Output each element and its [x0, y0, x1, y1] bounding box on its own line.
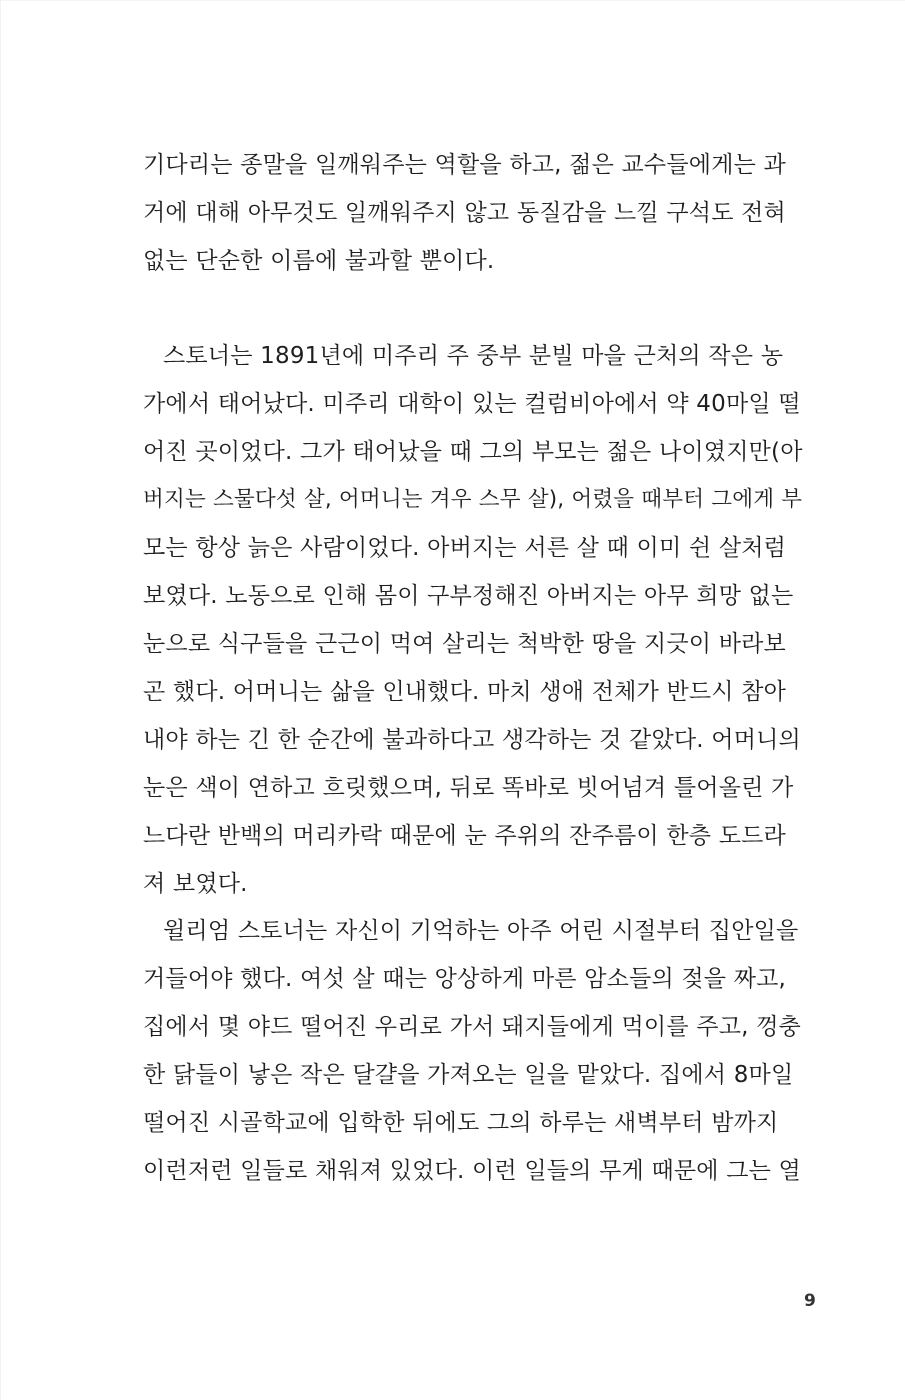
paragraph-3: [143, 907, 801, 1195]
paragraph-2: [143, 332, 803, 908]
text-line: 윌리엄 스토너는 자신이 기억하는 아주 어린 시절부터 집안일을: [163, 918, 799, 944]
text-line: 내야 하는 긴 한 순간에 불과하다고 생각하는 것 같았다. 어머니의: [143, 727, 801, 753]
page-number: 9: [804, 1291, 816, 1311]
text-line: 눈으로 식구들을 근근이 먹여 살리는 척박한 땅을 지긋이 바라보: [143, 631, 786, 657]
text-line: 어진 곳이었다. 그가 태어났을 때 그의 부모는 젊은 나이였지만(아: [143, 439, 803, 465]
text-line: 거에 대해 아무것도 일깨워주지 않고 동질감을 느낄 구석도 전혀: [143, 200, 786, 226]
text-line: 눈은 색이 연하고 흐릿했으며, 뒤로 똑바로 빗어넘겨 틀어올린 가: [143, 775, 794, 801]
text-line: 가에서 태어났다. 미주리 대학이 있는 컬럼비아에서 약 40마일 떨: [143, 391, 801, 417]
text-line: 모는 항상 늙은 사람이었다. 아버지는 서른 살 때 이미 쉰 살처럼: [143, 535, 787, 561]
text-line: 없는 단순한 이름에 불과할 뿐이다.: [143, 248, 495, 274]
text-line: 기다리는 종말을 일깨워주는 역할을 하고, 젊은 교수들에게는 과: [143, 152, 786, 178]
paragraph-1: [143, 141, 786, 285]
text-line: 집에서 몇 야드 떨어진 우리로 가서 돼지들에게 먹이를 주고, 껑충: [143, 1014, 801, 1040]
text-line: 느다란 반백의 머리카락 때문에 눈 주위의 잔주름이 한층 도드라: [143, 823, 786, 849]
text-line: 보였다. 노동으로 인해 몸이 구부정해진 아버지는 아무 희망 없는: [143, 583, 794, 609]
text-line: 이런저런 일들로 채워져 있었다. 이런 일들의 무게 때문에 그는 열: [143, 1158, 801, 1184]
text-line: 거들어야 했다. 여섯 살 때는 앙상하게 마른 암소들의 젖을 짜고,: [143, 966, 787, 992]
text-line: 한 닭들이 낳은 작은 달걀을 가져오는 일을 맡았다. 집에서 8마일: [143, 1062, 794, 1088]
text-line: 곤 했다. 어머니는 삶을 인내했다. 마치 생애 전체가 반드시 참아: [143, 679, 787, 705]
text-line: 버지는 스물다섯 살, 어머니는 겨우 스무 살), 어렸을 때부터 그에게 부: [143, 487, 803, 512]
text-line: 떨어진 시골학교에 입학한 뒤에도 그의 하루는 새벽부터 밤까지: [143, 1110, 779, 1136]
text-line: 져 보였다.: [143, 871, 248, 897]
text-line: 스토너는 1891년에 미주리 주 중부 분빌 마을 근처의 작은 농: [163, 343, 784, 369]
